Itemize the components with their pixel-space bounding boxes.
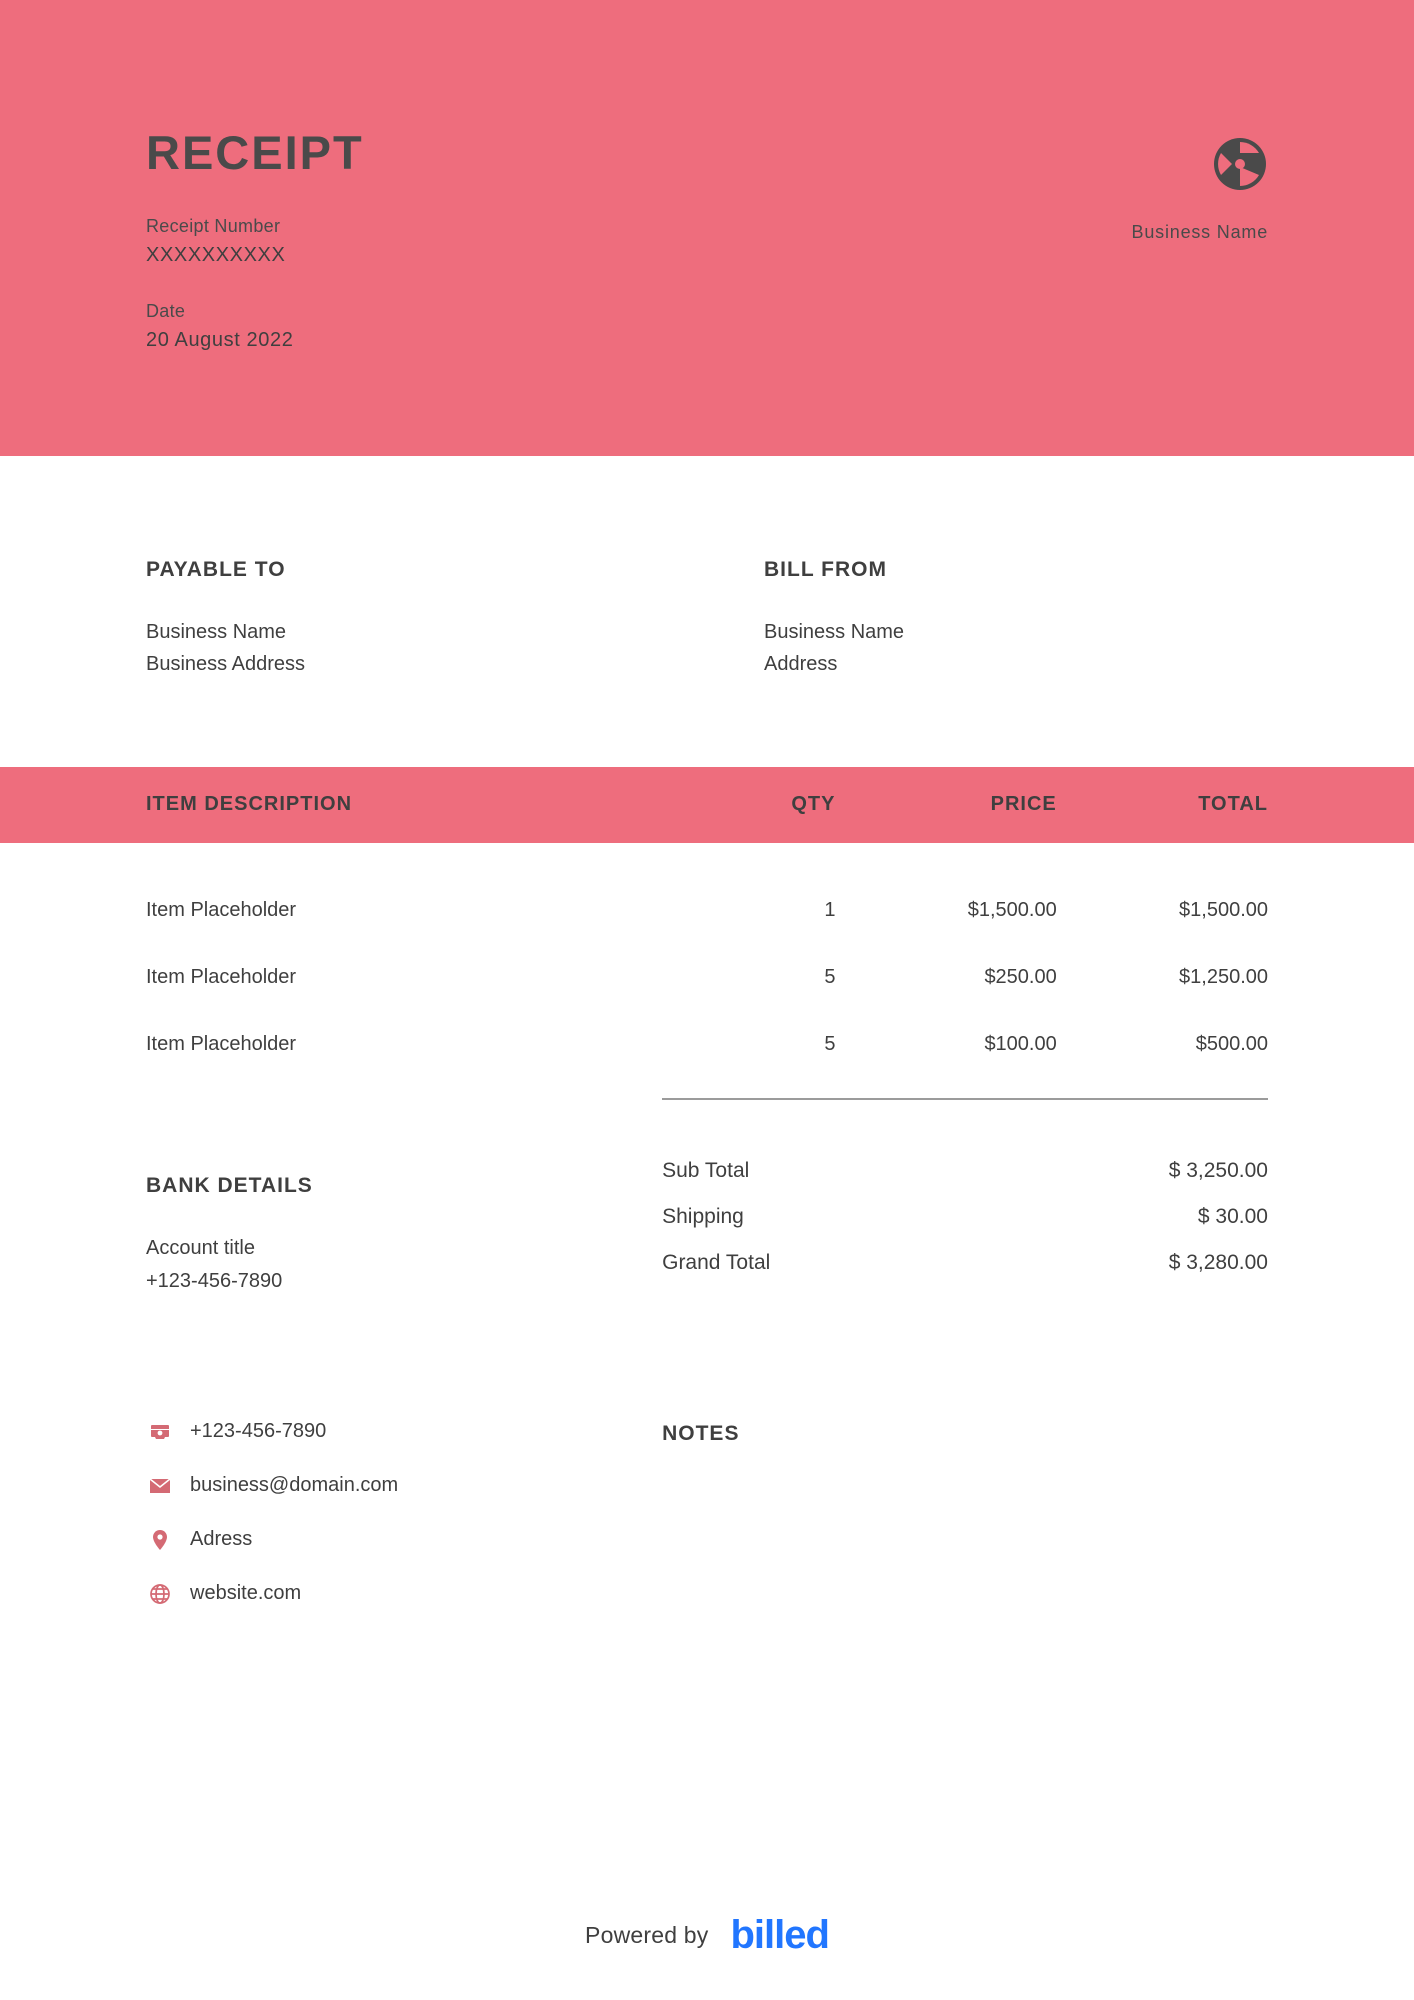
cell-total: $1,250.00 xyxy=(1179,965,1269,988)
shipping-amount: $ 30.00 xyxy=(1197,1204,1268,1228)
email-icon xyxy=(146,1472,174,1500)
globe-icon xyxy=(146,1580,174,1608)
contact-website[interactable] xyxy=(146,1580,662,1608)
cell-description: Item Placeholder xyxy=(146,898,297,921)
cell-total: $500.00 xyxy=(1195,1032,1269,1055)
grand-total-label: Grand Total xyxy=(662,1250,771,1274)
cell-qty: 5 xyxy=(824,1032,836,1055)
contact-email[interactable] xyxy=(146,1472,662,1500)
bank-details-line-1: Account title xyxy=(146,1236,255,1259)
date-value: 20 August 2022 xyxy=(146,329,294,352)
footer-section xyxy=(0,1298,1414,1634)
receipt-number-block xyxy=(146,213,364,270)
bank-details-line-2: +123-456-7890 xyxy=(146,1269,283,1292)
summary-section xyxy=(0,1098,1414,1298)
contact-address xyxy=(146,1526,662,1554)
header-left xyxy=(146,128,364,355)
table-row xyxy=(146,877,1268,944)
subtotal-row xyxy=(662,1148,1268,1194)
totals-divider xyxy=(662,1098,1268,1100)
contact-phone xyxy=(146,1418,662,1446)
bill-from-line-1: Business Name xyxy=(764,621,905,643)
header-right xyxy=(1132,128,1268,243)
business-name: Business Name xyxy=(1131,222,1268,242)
column-header-description: ITEM DESCRIPTION xyxy=(146,793,353,816)
powered-by-footer xyxy=(0,1913,1414,1958)
document-header xyxy=(0,0,1414,456)
billed-logo[interactable]: billed xyxy=(730,1913,829,1957)
items-table-body xyxy=(0,877,1414,1078)
parties-section xyxy=(0,456,1414,681)
cell-qty: 5 xyxy=(824,965,836,988)
contact-phone-text: +123-456-7890 xyxy=(190,1420,327,1443)
cell-price: $100.00 xyxy=(984,1032,1057,1055)
bill-from-title: BILL FROM xyxy=(764,558,887,581)
receipt-number-value: XXXXXXXXXX xyxy=(146,244,286,267)
page-title: RECEIPT xyxy=(146,126,364,179)
receipt-number-label: Receipt Number xyxy=(146,216,281,237)
notes-block xyxy=(662,1418,1268,1634)
items-table-header xyxy=(0,767,1414,843)
logo xyxy=(1132,136,1268,192)
grand-total-row xyxy=(662,1240,1268,1286)
table-row xyxy=(146,1011,1268,1078)
payable-to-block xyxy=(146,558,707,681)
payable-to-line-1: Business Name xyxy=(146,621,287,643)
date-block xyxy=(146,298,364,355)
notes-title: NOTES xyxy=(662,1421,740,1445)
contact-address-text: Adress xyxy=(190,1528,253,1551)
bank-details-block xyxy=(146,1098,662,1298)
column-header-total: TOTAL xyxy=(1198,793,1269,816)
contact-email-text: business@domain.com xyxy=(190,1474,399,1497)
aperture-icon xyxy=(1212,136,1268,192)
cell-total: $1,500.00 xyxy=(1179,898,1269,921)
payable-to-title: PAYABLE TO xyxy=(146,558,286,581)
subtotal-amount: $ 3,250.00 xyxy=(1168,1158,1268,1182)
bill-from-line-2: Address xyxy=(764,653,838,676)
contact-website-text: website.com xyxy=(190,1582,302,1605)
payable-to-line-2: Business Address xyxy=(146,653,305,676)
contact-block xyxy=(146,1418,662,1634)
subtotal-label: Sub Total xyxy=(662,1158,750,1182)
column-header-qty: QTY xyxy=(791,793,836,816)
column-header-price: PRICE xyxy=(990,793,1057,816)
shipping-row xyxy=(662,1194,1268,1240)
totals-block xyxy=(662,1098,1268,1298)
cell-description: Item Placeholder xyxy=(146,1032,297,1055)
powered-by-label: Powered by xyxy=(585,1922,709,1948)
cell-description: Item Placeholder xyxy=(146,965,297,988)
table-row xyxy=(146,944,1268,1011)
cell-qty: 1 xyxy=(824,898,836,921)
bank-details-title: BANK DETAILS xyxy=(146,1173,313,1197)
cell-price: $250.00 xyxy=(984,965,1057,988)
shipping-label: Shipping xyxy=(662,1204,744,1228)
date-label: Date xyxy=(146,301,186,322)
cell-price: $1,500.00 xyxy=(967,898,1057,921)
location-pin-icon xyxy=(146,1526,174,1554)
bill-from-block xyxy=(707,558,1268,681)
phone-icon xyxy=(146,1418,174,1446)
grand-total-amount: $ 3,280.00 xyxy=(1168,1250,1268,1274)
